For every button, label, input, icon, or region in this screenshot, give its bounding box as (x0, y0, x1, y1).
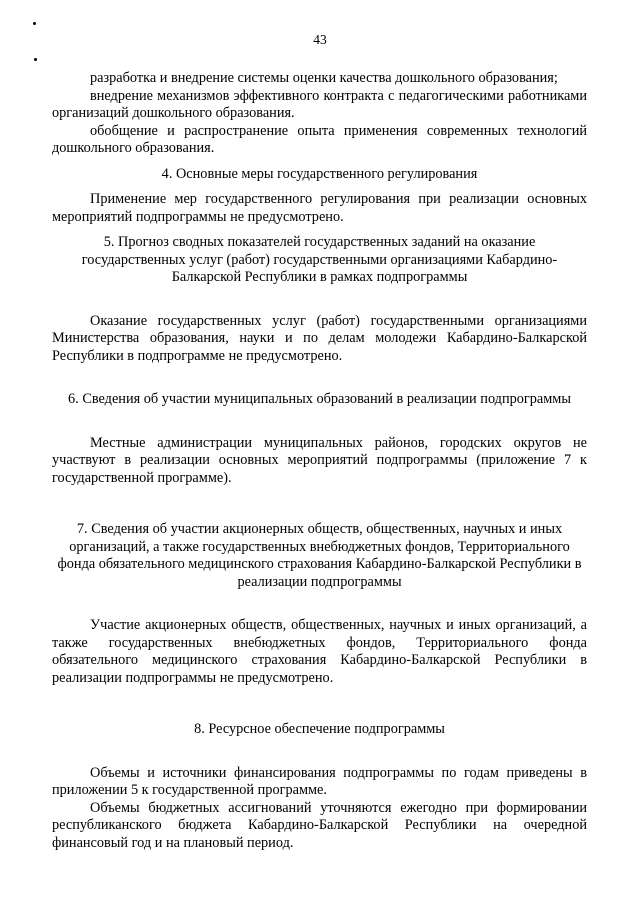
section-8-paragraph: Объемы бюджетных ассигнований уточняются ежегодно при формировании республиканского бюджета Кабардино-Балкарской Республики на очередной финансовый год и на плановый период. (52, 799, 587, 851)
section-8-paragraph: Объемы и источники финансирования подпрограммы по годам приведены в приложении 5 к государственной программе. (52, 764, 587, 798)
page-number: 43 (313, 32, 327, 47)
section-4-paragraph: Применение мер государственного регулирования при реализации основных мероприятий подпрограммы не предусмотрено. (52, 191, 587, 225)
section-heading-6: 6. Сведения об участии муниципальных образований в реализации подпрограммы (68, 391, 571, 407)
section-7-paragraph: Участие акционерных обществ, общественных, научных и иных организаций, а также государственных внебюджетных фондов, Территориального фонда обязательного медицинского страхования Кабардино-Балкарской Республики в реализации подпрограммы не предусмотрено. (52, 617, 587, 686)
section-heading-5: 5. Прогноз сводных показателей государственных заданий на оказание государственных услуг (работ) государственными организациями Кабардино-Балкарской Республики в рамках подпрограммы (81, 234, 558, 285)
list-item-paragraph: внедрение механизмов эффективного контракта с педагогическими работниками организаций дошкольного образования. (52, 87, 587, 121)
section-6-paragraph: Местные администрации муниципальных районов, городских округов не участвуют в реализации основных мероприятий подпрограммы (приложение 7 к государственной программе). (52, 434, 587, 486)
section-heading-7: 7. Сведения об участии акционерных обществ, общественных, научных и иных организаций, а также государственных внебюджетных фондов, Территориального фонда обязательного медицинского страхования Кабардино-Балкарской Республики в реализации подпрограммы (57, 521, 582, 590)
document-body (52, 70, 587, 852)
section-heading-8: 8. Ресурсное обеспечение подпрограммы (194, 721, 445, 737)
list-item-paragraph: обобщение и распространение опыта применения современных технологий дошкольного образования. (52, 122, 587, 156)
section-heading-4: 4. Основные меры государственного регулирования (161, 165, 478, 182)
scan-dot-mark (33, 22, 36, 25)
scan-dot-mark (34, 58, 37, 61)
section-5-paragraph: Оказание государственных услуг (работ) государственными организациями Министерства образования, науки и по делам молодежи Кабардино-Балкарской Республики в подпрограмме не предусмотрено. (52, 312, 587, 364)
list-item-paragraph: разработка и внедрение системы оценки качества дошкольного образования; (90, 70, 558, 86)
